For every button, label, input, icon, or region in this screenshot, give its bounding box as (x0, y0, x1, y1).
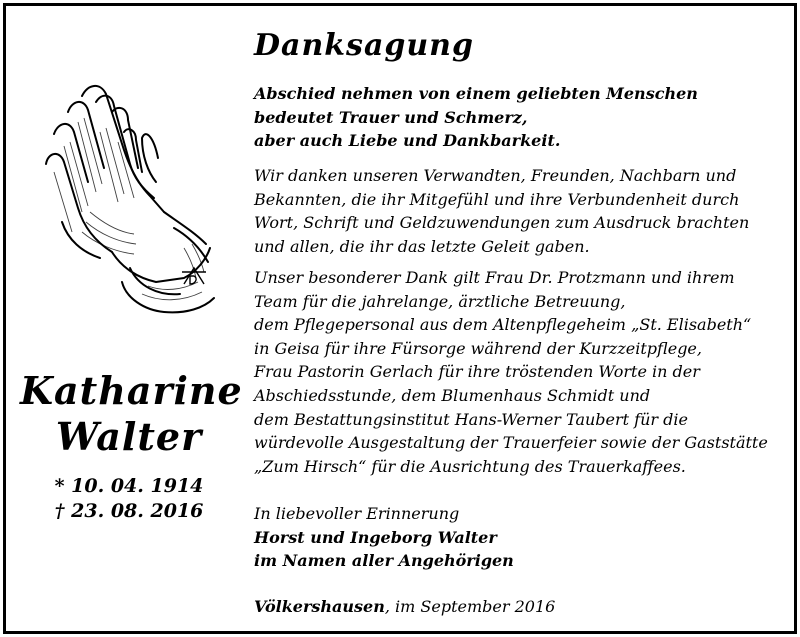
closing-family: im Namen aller Angehörigen (254, 551, 514, 571)
special-thanks-line: dem Bestattungsinstitut Hans-Werner Taubert für die (254, 409, 688, 429)
page-title: Danksagung (254, 28, 474, 63)
deceased-block (20, 368, 243, 524)
special-thanks-paragraph (254, 266, 794, 478)
birth-date: * 10. 04. 1914 (54, 475, 204, 497)
quote-line: aber auch Liebe und Dankbarkeit. (254, 131, 561, 151)
thanks-line: und allen, die ihr das letzte Geleit gaben. (254, 236, 590, 256)
special-thanks-line: in Geisa für ihre Fürsorge während der Kurzzeitpflege, (254, 338, 702, 358)
special-thanks-line: Unser besonderer Dank gilt Frau Dr. Protzmann und ihrem (254, 268, 735, 287)
special-thanks-line: Abschiedsstunde, dem Blumenhaus Schmidt und (254, 385, 651, 405)
closing-block (254, 502, 794, 573)
closing-intro: In liebevoller Erinnerung (254, 504, 460, 523)
thanks-line: Wort, Schrift und Geldzuwendungen zum Ausdruck brachten (254, 213, 750, 233)
obituary-frame (3, 3, 797, 634)
first-name: Katharine (20, 368, 243, 413)
place-name: Völkershausen (254, 597, 385, 616)
special-thanks-line: würdevolle Ausgestaltung der Trauerfeier sowie der Gaststätte (254, 433, 768, 453)
special-thanks-line: „Zum Hirsch“ für die Ausrichtung des Trauerkaffees. (254, 456, 686, 476)
date-text: , im September 2016 (384, 597, 556, 616)
quote-line: bedeutet Trauer und Schmerz, (254, 107, 528, 127)
closing-names: Horst und Ingeborg Walter (254, 527, 497, 547)
thanks-line: Bekannten, die ihr Mitgefühl und ihre Verbundenheit durch (254, 189, 740, 209)
thanks-paragraph (254, 164, 794, 258)
quote-paragraph (254, 82, 794, 153)
last-name: Walter (55, 414, 203, 459)
special-thanks-line: dem Pflegepersonal aus dem Altenpflegeheim „St. Elisabeth“ (254, 315, 752, 335)
praying-hands-icon (38, 72, 218, 320)
special-thanks-line: Frau Pastorin Gerlach für ihre tröstenden Worte in der (254, 362, 700, 382)
quote-line: Abschied nehmen von einem geliebten Menschen (254, 84, 698, 103)
special-thanks-line: Team für die jahrelange, ärztliche Betreuung, (254, 291, 626, 311)
thanks-line: Wir danken unseren Verwandten, Freunden, Nachbarn und (254, 166, 737, 185)
place-date-line (254, 597, 555, 616)
death-date: † 23. 08. 2016 (54, 500, 204, 522)
